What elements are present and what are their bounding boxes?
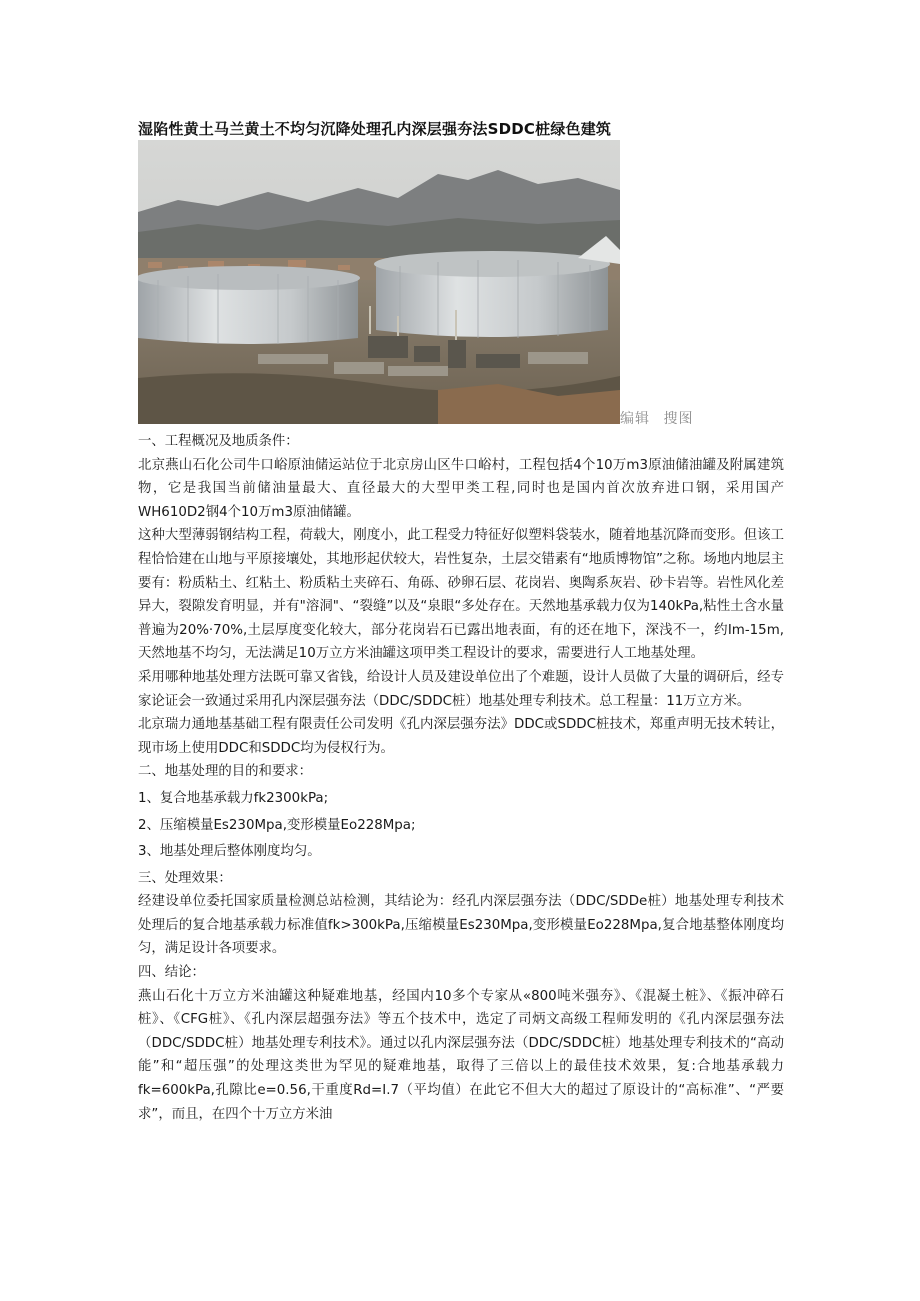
section-1-paragraph-1: 北京燕山石化公司牛口峪原油储运站位于北京房山区牛口峪村，工程包括4个10万m3原油储油罐及附属建筑物，它是我国当前储油量最大、直径最大的大型甲类工程,同时也是国内首次放弃进口钢，采用国产WH610D2钢4个10万m3原油储罐。	[138, 457, 784, 520]
requirement-item: 1、复合地基承载力fk2300kPa;	[138, 790, 329, 806]
requirement-item: 3、地基处理后整体刚度均匀。	[138, 844, 321, 860]
document-title: 湿陷性黄土马兰黄土不均匀沉降处理孔内深层强夯法SDDC桩绿色建筑	[138, 120, 612, 138]
section-3-paragraph-1: 经建设单位委托国家质量检测总站检测，其结论为：经孔内深层强夯法（DDC∕SDDe桩）地基处理专利技术处理后的复合地基承载力标准值fk>300kPa,压缩模量Es230Mpa,变形模量Eo228Mpa,复合地基整体刚度均匀，满足设计各项要求。	[138, 894, 784, 957]
search-image-button[interactable]: 搜图	[663, 411, 694, 427]
section-3-heading: 三、处理效果：	[138, 870, 232, 886]
section-2-heading: 二、地基处理的目的和要求：	[138, 764, 313, 780]
section-1-heading: 一、工程概况及地质条件：	[138, 434, 299, 449]
document-body	[138, 430, 784, 1126]
section-4-paragraph-1: 燕山石化十万立方米油罐这种疑难地基，经国内10多个专家从«800吨米强夯》、《混凝土桩》、《振冲碎石桩》、《CFG桩》、《孔内深层超强夯法》等五个技术中，选定了司炳文高级工程师发明的《孔内深层强夯法（DDC/SDDC桩）地基处理专利技术》。通过以孔内深层强夯法（DDC∕SDDC桩）地基处理专利技术的“高动能”和“超压强”的处理这类世为罕见的疑难地基，取得了三倍以上的最佳技术效果，复:合地基承载力fk=600kPa,孔隙比e=0.56,干重度Rd=I.7（平均值）在此它不但大大的超过了原设计的“高标准”、“严要求”，而且，在四个十万立方米油	[138, 988, 784, 1122]
oil-tanks-photo	[138, 140, 620, 424]
section-1-paragraph-4: 北京瑞力通地基基础工程有限责任公司发明《孔内深层强夯法》DDC或SDDC桩技术，郑重声明无技术转让，现市场上使用DDC和SDDC均为侵权行为。	[138, 717, 784, 756]
image-toolbar	[620, 408, 701, 428]
section-1-paragraph-2: 这种大型薄弱钢结构工程，荷载大，刚度小，此工程受力特征好似塑料袋装水，随着地基沉降而变形。但该工程恰恰建在山地与平原接壤处，其地形起伏较大，岩性复杂，土层交错素有“地质博物馆”之称。场地内地层主要有：粉质粘土、红粘土、粉质粘土夹碎石、角砾、砂卵石层、花岗岩、奥陶系灰岩、砂卡岩等。岩性风化差异大，裂隙发育明显，并有"溶洞"、“裂缝”以及“泉眼“多处存在。天然地基承载力仅为140kPa,粘性土含水量普遍为20%·70%,土层厚度变化较大，部分花岗岩石已露出地表面，有的还在地下，深浅不一，约Im-15m,天然地基不均匀，无法满足10万立方米油罐这项甲类工程设计的要求，需要进行人工地基处理。	[138, 528, 784, 662]
edit-image-button[interactable]: 编辑	[620, 411, 650, 427]
section-4-heading: 四、结论：	[138, 965, 205, 981]
section-1-paragraph-3: 采用哪种地基处理方法既可靠又省钱，给设计人员及建设单位出了个难题，设计人员做了大量的调研后，经专家论证会一致通过采用孔内深层强夯法（DDC∕SDDC桩）地基处理专利技术。总工程量：11万立方米。	[138, 669, 784, 709]
requirement-item: 2、压缩模量Es230Mpa,变形模量Eo228Mpa;	[138, 817, 416, 833]
